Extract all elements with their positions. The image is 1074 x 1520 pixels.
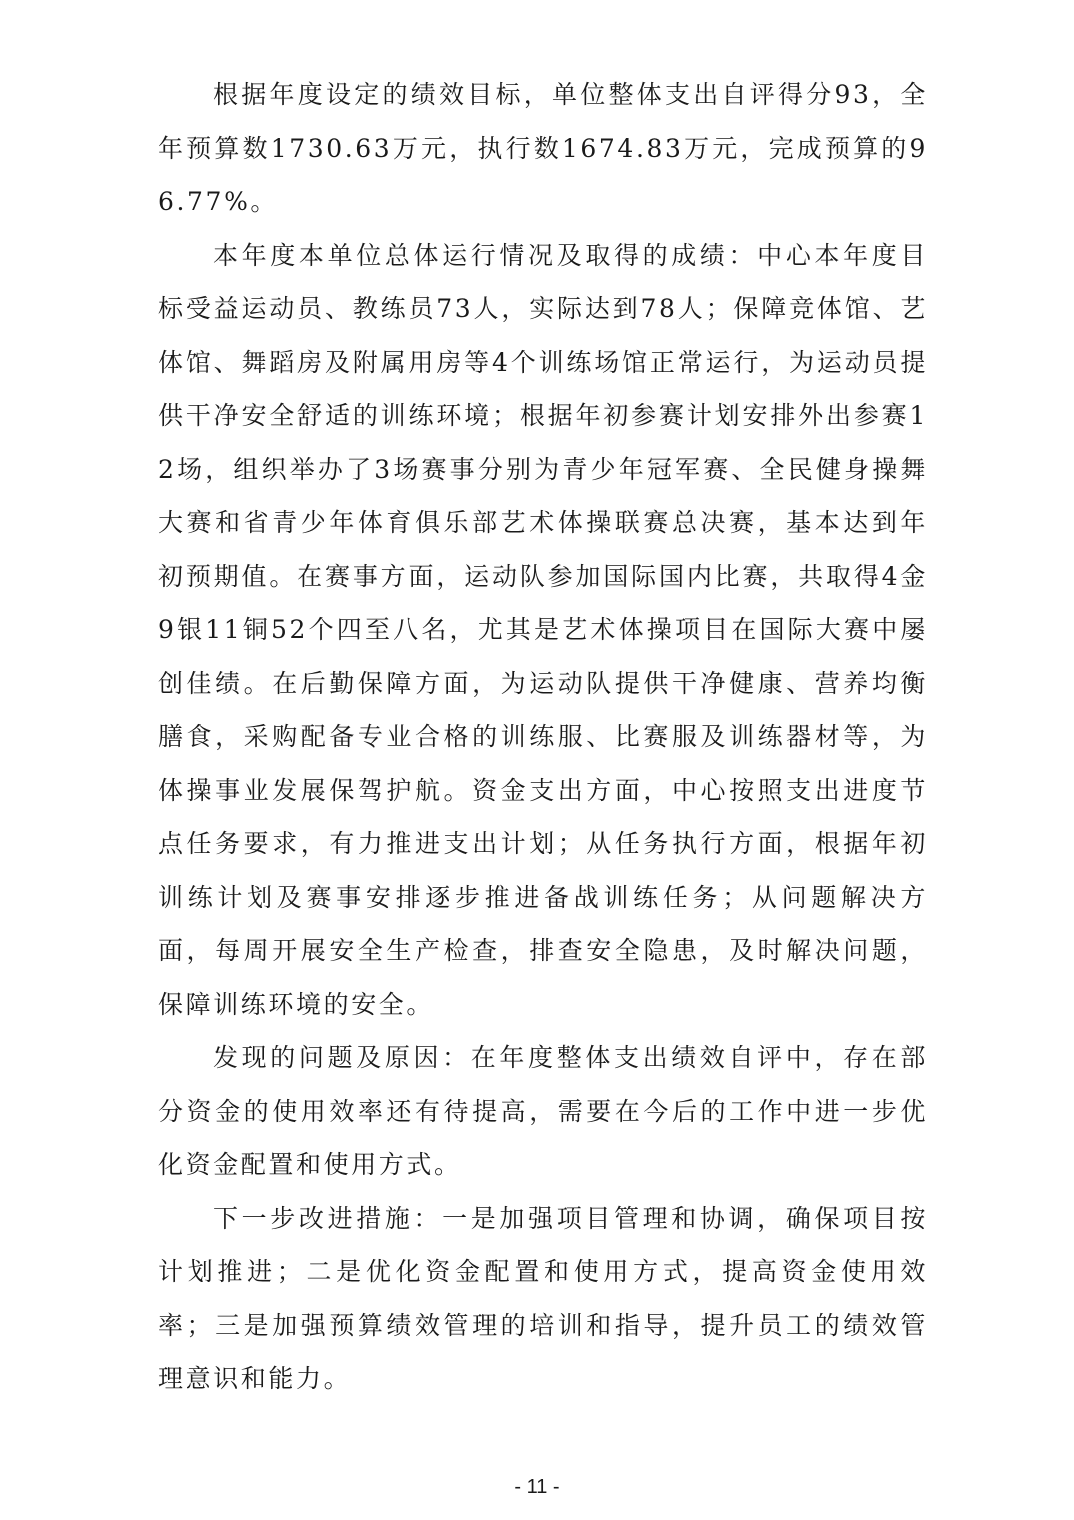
- paragraph-operation-results: 本年度本单位总体运行情况及取得的成绩：中心本年度目标受益运动员、教练员73人，实际达到78人；保障竞体馆、艺体馆、舞蹈房及附属用房等4个训练场馆正常运行，为运动员提供干净安全舒适的训练环境；根据年初参赛计划安排外出参赛12场，组织举办了3场赛事分别为青少年冠军赛、全民健身操舞大赛和省青少年体育俱乐部艺术体操联赛总决赛，基本达到年初预期值。在赛事方面，运动队参加国际国内比赛，共取得4金9银11铜52个四至八名，尤其是艺术体操项目在国际大赛中屡创佳绩。在后勤保障方面，为运动队提供干净健康、营养均衡膳食，采购配备专业合格的训练服、比赛服及训练器材等，为体操事业发展保驾护航。资金支出方面，中心按照支出进度节点任务要求，有力推进支出计划；从任务执行方面，根据年初训练计划及赛事安排逐步推进备战训练任务；从问题解决方面，每周开展安全生产检查，排查安全隐患，及时解决问题，保障训练环境的安全。: [158, 240, 928, 1019]
- paragraph-performance-score: 根据年度设定的绩效目标，单位整体支出自评得分93，全年预算数1730.63万元，执行数1674.83万元，完成预算的96.77%。: [158, 80, 928, 216]
- page-number: - 11 -: [514, 1476, 560, 1498]
- document-body: [158, 68, 928, 1406]
- paragraph-improvement-measures: 下一步改进措施：一是加强项目管理和协调，确保项目按计划推进；二是优化资金配置和使用方式，提高资金使用效率；三是加强预算绩效管理的培训和指导，提升员工的绩效管理意识和能力。: [158, 1203, 928, 1393]
- paragraph-problems-causes: 发现的问题及原因：在年度整体支出绩效自评中，存在部分资金的使用效率还有待提高，需要在今后的工作中进一步优化资金配置和使用方式。: [158, 1043, 928, 1179]
